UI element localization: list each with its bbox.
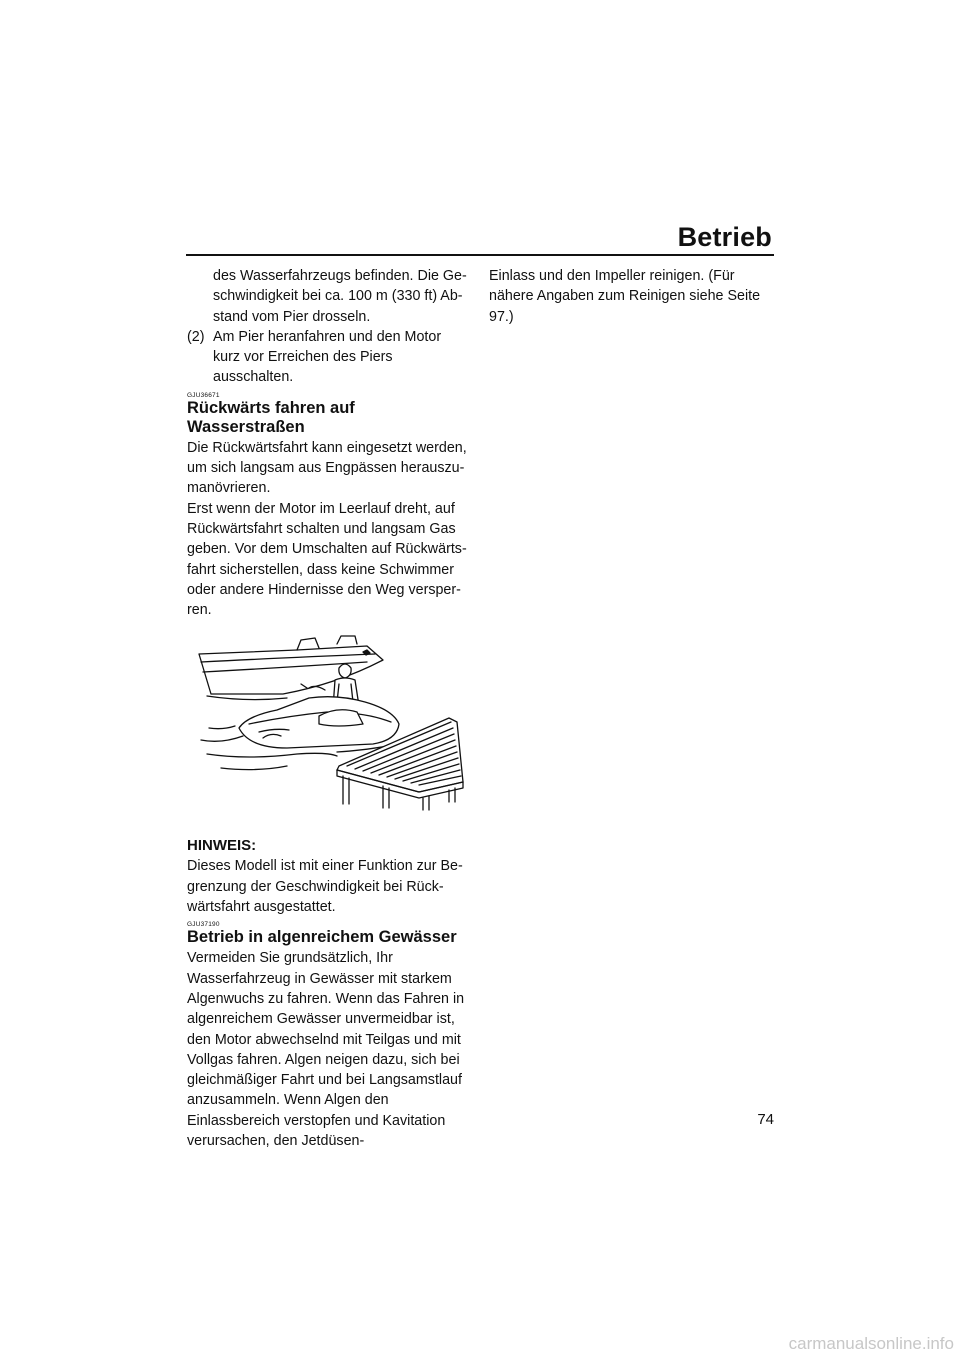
section-code: GJU37190 [187,921,220,929]
left-column [187,266,469,1151]
page-header-title: Betrieb [677,222,772,252]
note-label: HINWEIS: [187,837,257,855]
list-item-step-2 [187,327,469,388]
section-paragraph: Erst wenn der Motor im Leerlauf dreht, auf Rückwärtsfahrt schalten und langsam Gas geben. Vor dem Umschalten auf Rückwärtsfahrt sicherstellen, dass keine Schwimmer oder andere Hindernisse den Weg versperren. [187,500,467,619]
section-code: GJU36671 [187,391,220,399]
note-text: Dieses Modell ist mit einer Funktion zur Begrenzung der Geschwindigkeit bei Rückwärtsfahrt ausgestattet. [187,858,463,916]
section-paragraph: Vermeiden Sie grundsätzlich, Ihr Wasserfahrzeug in Gewässer mit starkem Algenwuchs zu fahren. Wenn das Fahren in algenreichem Gewässer unvermeidbar ist, den Motor abwechselnd mit Teilgas und mit Vollgas fahren. Algen neigen dazu, sich bei gleichmäßiger Fahrt und bei Langsamstlauf anzusammeln. Wenn Algen den Einlassbereich verstopfen und Kavitation verursachen, den Jetdüsen- [187,950,465,1150]
watermark: carmanualsonline.info [788,1334,954,1353]
jet-ski-reversing-illustration [187,632,469,832]
step-number: (2) [187,328,205,345]
section-title: Betrieb in algenreichem Gewässer [187,928,457,947]
intro-continued-text: des Wasserfahrzeugs befinden. Die Geschwindigkeit bei ca. 100 m (330 ft) Abstand vom Pier drosseln. [213,268,467,325]
section-title: Rückwärts fahren auf Wasserstraßen [187,398,355,436]
continued-paragraph: Einlass und den Impeller reinigen. (Für nähere Angaben zum Reinigen siehe Seite 97.) [489,268,761,325]
step-text: Am Pier heranfahren und den Motor kurz vor Erreichen des Piers ausschalten. [213,328,442,386]
right-column [489,266,771,327]
page-number: 74 [757,1111,774,1128]
section-paragraph: Die Rückwärtsfahrt kann eingesetzt werden, um sich langsam aus Engpässen herauszumanövrieren. [187,439,467,497]
header-divider [186,254,774,256]
